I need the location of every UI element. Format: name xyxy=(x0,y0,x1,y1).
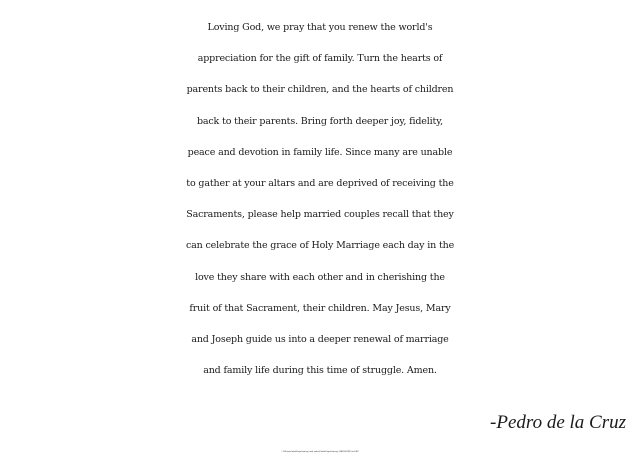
prayer-line: back to their parents. Bring forth deeper joy, fidelity, xyxy=(196,115,444,127)
prayer-line: and Joseph guide us into a deeper renewal of marriage xyxy=(191,333,449,345)
prayer-line: love they share with each other and in cherishing the xyxy=(195,271,445,283)
prayer-line: can celebrate the grace of Holy Marriage each day in the xyxy=(185,240,455,252)
prayer-text xyxy=(0,12,640,386)
prayer-line: peace and devotion in family life. Since many are unable xyxy=(187,146,453,158)
prayer-line: Loving God, we pray that you renew the world's xyxy=(207,22,433,33)
attribution: -Pedro de la Cruz xyxy=(490,412,626,433)
prayer-line: to gather at your altars and are deprived of receiving the xyxy=(186,177,454,189)
prayer-line: and family life during this time of struggle. Amen. xyxy=(203,365,437,377)
footer-copyright: © 2020 www.CatholicPrayerCards.org | email: orders@CatholicPrayerCards.org | 1-888-244-2788 | Card #802 xyxy=(281,452,359,453)
prayer-line: fruit of that Sacrament, their children. May Jesus, Mary xyxy=(189,302,451,314)
prayer-line: Sacraments, please help married couples recall that they xyxy=(186,209,454,221)
prayer-line: appreciation for the gift of family. Turn the hearts of xyxy=(197,53,443,65)
prayer-line: parents back to their children, and the hearts of children xyxy=(186,84,454,96)
